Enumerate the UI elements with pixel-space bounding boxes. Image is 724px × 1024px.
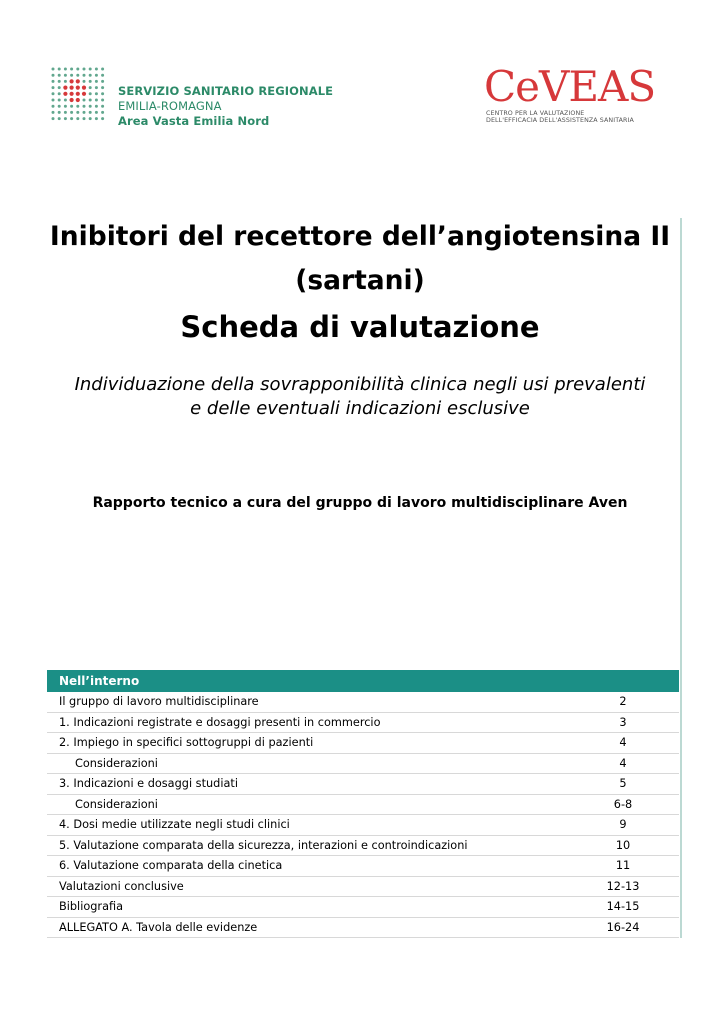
ssr-dot [76,79,80,83]
ssr-dot [89,74,92,77]
contents-row [47,692,679,713]
ssr-dot [89,99,92,102]
ssr-dot [89,80,92,83]
ssr-dot [58,111,61,114]
ssr-dot [70,92,74,96]
ssr-dot [101,68,104,71]
ssr-dot [64,99,67,102]
ssr-dot [83,111,86,114]
contents-row [47,733,679,754]
ssr-dot [64,117,67,120]
contents-heading: Nell’interno [47,670,679,692]
contents-row-page-cell [583,836,643,855]
ssr-dot [101,99,104,102]
ssr-dot [76,98,80,102]
contents-row-page: 14-15 [606,900,640,913]
contents-row [47,713,679,734]
contents-row-page-cell [583,877,643,896]
ssr-dot [52,117,55,120]
contents-row-page: 12-13 [606,879,640,893]
contents-rows [47,692,679,938]
subtitle-line1: Individuazione della sovrapponibilità clinica negli usi prevalenti [74,374,646,395]
contents-row-label: ALLEGATO A. Tavola delle evidenze [59,920,258,934]
document-title-line2: (sartani) [295,265,425,296]
ssr-dot [70,74,73,77]
ssr-dot [101,80,104,83]
ssr-dot [58,74,61,77]
contents-row-page: 10 [615,838,631,852]
ssr-dot [58,86,61,89]
ssr-dot [52,111,55,114]
contents-row-page: 3 [619,715,627,729]
ssr-dot [95,117,98,120]
contents-row-page-cell [583,897,643,916]
report-credit: Rapporto tecnico a cura del gruppo di lavoro multidisciplinare Aven [92,495,628,511]
contents-row-label: 3. Indicazioni e dosaggi studiati [59,777,238,790]
contents-row-label: Considerazioni [75,756,158,770]
ssr-dot [101,111,104,114]
contents-row-label: Il gruppo di lavoro multidisciplinare [59,695,259,708]
ssr-dot [58,80,61,83]
ssr-line2: EMILIA-ROMAGNA [118,99,222,113]
ssr-dot [95,68,98,71]
ssr-dot [52,80,55,83]
ssr-dot [70,111,73,114]
ssr-dot [82,86,86,90]
contents-row-page-cell [583,856,643,875]
ssr-dot [83,105,86,108]
ssr-dot [89,86,92,89]
ssr-dot [101,74,104,77]
contents-row [47,877,679,898]
right-margin-rule [680,218,682,938]
ssr-dot [76,105,79,108]
contents-row [47,918,679,939]
ssr-dot [95,99,98,102]
contents-row [47,754,679,775]
ssr-dot [70,86,74,90]
contents-row-page: 5 [619,777,627,790]
ssr-dot [58,105,61,108]
contents-row-page: 2 [619,695,627,708]
contents-row-page: 16-24 [606,920,640,934]
contents-row-page-cell [583,918,643,937]
ssr-dot [76,92,80,96]
contents-row-label: Considerazioni [75,797,158,811]
ssr-dot [95,105,98,108]
ssr-line1: SERVIZIO SANITARIO REGIONALE [118,84,334,98]
contents-row-label: Bibliografia [59,900,124,913]
contents-row-page: 6-8 [613,797,633,811]
ceveas-logo [484,62,676,128]
contents-row [47,856,679,877]
ssr-dot [95,111,98,114]
ssr-dot-grid-icon [50,66,110,126]
contents-row-page-cell [583,713,643,732]
document-title-line1: Inibitori del recettore dell’angiotensina II [49,221,671,252]
ceveas-sub-line2: DELL'EFFICACIA DELL'ASSISTENZA SANITARIA [486,117,634,124]
ssr-dot [70,79,74,83]
contents-row [47,795,679,816]
contents-row-page: 11 [615,859,631,872]
contents-row-page-cell [583,774,643,793]
ssr-dot [52,92,55,95]
ssr-dot [89,105,92,108]
contents-row [47,836,679,857]
ssr-dot [64,74,67,77]
contents-row-page: 9 [619,818,627,831]
ssr-dot [89,111,92,114]
ssr-logo-text [118,84,333,129]
ssr-dot [64,111,67,114]
ssr-dot [89,117,92,120]
ssr-dot [70,68,73,71]
ssr-dot [83,99,86,102]
contents-row-label: 5. Valutazione comparata della sicurezza, interazioni e controindicazioni [59,838,468,852]
ssr-dot [58,117,61,120]
ssr-dot [52,105,55,108]
ssr-dot [58,68,61,71]
contents-row-label: 6. Valutazione comparata della cinetica [59,859,283,872]
contents-row-page: 4 [619,736,627,749]
ssr-dot [52,99,55,102]
contents-row-page: 4 [619,756,627,770]
ssr-dot [82,92,86,96]
contents-row-label: 2. Impiego in specifici sottogruppi di pazienti [59,736,314,749]
ssr-dot [89,92,92,95]
ssr-dot [63,92,67,96]
contents-row-page-cell [583,733,643,752]
contents-row-page-cell [583,815,643,834]
ssr-dot [52,86,55,89]
ssr-dot [83,117,86,120]
ssr-dot [76,74,79,77]
ssr-dot [70,105,73,108]
contents-row [47,815,679,836]
ssr-dot [64,80,67,83]
ssr-dot [101,117,104,120]
ssr-dot [95,74,98,77]
ssr-dot [76,86,80,90]
contents-row-label: Valutazioni conclusive [59,879,184,893]
ssr-dot [52,68,55,71]
ssr-dot [95,92,98,95]
ssr-dot [64,68,67,71]
contents-row [47,897,679,918]
subtitle-line2: e delle eventuali indicazioni esclusive [190,398,530,419]
ssr-dot [95,80,98,83]
contents-row-page-cell [583,754,643,773]
ssr-dot [101,86,104,89]
ceveas-sub-line1: CENTRO PER LA VALUTAZIONE [486,110,585,117]
ssr-dot [76,68,79,71]
ssr-dot [76,111,79,114]
ssr-dot [101,92,104,95]
contents-row-page-cell [583,795,643,814]
ssr-dot [58,99,61,102]
ssr-dot [52,74,55,77]
ssr-dot [63,86,67,90]
ssr-dot [76,117,79,120]
ssr-dot [83,80,86,83]
ssr-dot [58,92,61,95]
ssr-dot [70,117,73,120]
ssr-dot [83,68,86,71]
ssr-logo [50,66,340,128]
contents-row-page-cell [583,692,643,711]
contents-table [47,670,679,938]
ssr-dot [64,105,67,108]
document-title-line3: Scheda di valutazione [180,310,540,344]
contents-row-label: 4. Dosi medie utilizzate negli studi clinici [59,818,290,831]
ssr-dot [89,68,92,71]
ssr-dot [83,74,86,77]
ssr-dot [95,86,98,89]
ssr-dot [101,105,104,108]
contents-row-label: 1. Indicazioni registrate e dosaggi presenti in commercio [59,715,381,729]
ceveas-wordmark: CeVEAS [484,62,656,111]
ceveas-subtitle [486,110,634,124]
ssr-line3: Area Vasta Emilia Nord [118,114,270,128]
contents-row [47,774,679,795]
ssr-dot [70,98,74,102]
